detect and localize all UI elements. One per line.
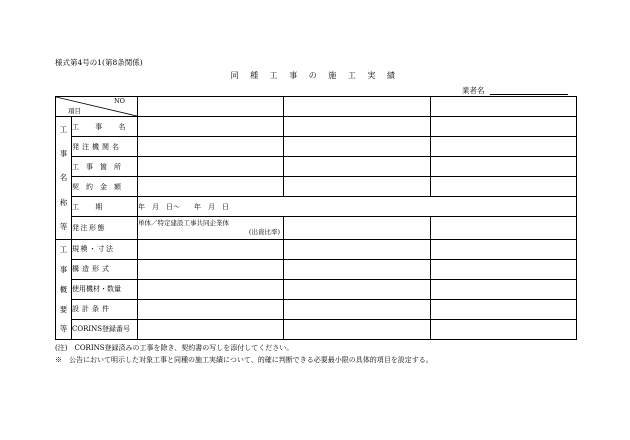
record-3-header[interactable] xyxy=(431,97,577,117)
cell[interactable] xyxy=(138,239,284,259)
cell[interactable] xyxy=(431,137,577,157)
cell[interactable] xyxy=(284,177,431,197)
cell[interactable] xyxy=(138,157,284,177)
company-name-field[interactable] xyxy=(490,94,568,95)
row-client-name: 発注機関名 xyxy=(72,137,138,157)
cell[interactable] xyxy=(431,239,577,259)
cell[interactable] xyxy=(138,299,284,319)
form-number: 様式第4号の1(第8条関係) xyxy=(55,58,143,67)
cell[interactable] xyxy=(138,177,284,197)
group2-char: 等 xyxy=(59,324,68,334)
order-type-cell[interactable] xyxy=(138,217,284,239)
group1-char: 名 xyxy=(59,173,68,183)
cell[interactable] xyxy=(138,137,284,157)
cell[interactable] xyxy=(431,117,577,137)
cell[interactable] xyxy=(138,117,284,137)
company-name-label: 業者名 xyxy=(462,86,485,95)
cell[interactable] xyxy=(284,217,431,239)
group2-char: 工 xyxy=(59,245,68,255)
cell[interactable] xyxy=(284,117,431,137)
row-corins-number: CORINS登録番号 xyxy=(72,319,138,339)
note-contract-copy: (注) CORINS登録済みの工事を除き、契約書の写しを添付してください。 xyxy=(55,344,294,352)
cell[interactable] xyxy=(284,259,431,279)
cell[interactable] xyxy=(284,137,431,157)
header-item: 項目 xyxy=(68,107,81,116)
row-order-type: 発注形態 xyxy=(72,217,138,239)
period-cell[interactable]: 年 月 日～ 年 月 日 xyxy=(138,197,577,217)
cell[interactable] xyxy=(284,157,431,177)
investment-ratio: (出資比率) xyxy=(248,228,280,236)
cell[interactable] xyxy=(138,259,284,279)
row-period: 工 期 xyxy=(72,197,138,217)
header-no: NO xyxy=(113,97,125,105)
record-1-header[interactable] xyxy=(138,97,284,117)
header-diagonal-cell xyxy=(56,97,138,117)
cell[interactable] xyxy=(138,279,284,299)
cell[interactable] xyxy=(138,319,284,339)
cell[interactable] xyxy=(431,259,577,279)
row-equipment-quantity: 使用機材・数量 xyxy=(72,279,138,299)
group2-char: 概 xyxy=(59,284,68,294)
cell[interactable] xyxy=(431,217,577,239)
record-2-header[interactable] xyxy=(284,97,431,117)
cell[interactable] xyxy=(284,239,431,259)
order-type-options: 単体／特定建設工事共同企業体 xyxy=(138,219,229,227)
row-contract-amount: 契約金額 xyxy=(72,177,138,197)
cell[interactable] xyxy=(431,279,577,299)
construction-record-table xyxy=(55,96,577,340)
row-scale-dimensions: 規模・寸法 xyxy=(72,239,138,259)
note-specific-items: ※ 公告において明示した対象工事と同種の施工実績について、的確に判断できる必要最小限の具体的項目を設定する。 xyxy=(55,356,433,364)
group2-char: 要 xyxy=(59,304,68,314)
cell[interactable] xyxy=(431,319,577,339)
row-construction-name: 工 事 名 xyxy=(72,117,138,137)
row-structure-type: 構造形式 xyxy=(72,259,138,279)
group1-char: 等 xyxy=(59,221,68,231)
group-label-summary xyxy=(56,239,72,339)
cell[interactable] xyxy=(284,299,431,319)
group1-char: 称 xyxy=(59,197,68,207)
cell[interactable] xyxy=(284,279,431,299)
cell[interactable] xyxy=(431,157,577,177)
group1-char: 事 xyxy=(59,149,68,159)
cell[interactable] xyxy=(284,319,431,339)
cell[interactable] xyxy=(431,299,577,319)
row-design-conditions: 設計条件 xyxy=(72,299,138,319)
row-location: 工事箇所 xyxy=(72,157,138,177)
document-title: 同 種 工 事 の 施 工 実 績 xyxy=(230,71,400,80)
group1-char: 工 xyxy=(59,124,68,134)
cell[interactable] xyxy=(431,177,577,197)
group-label-name xyxy=(56,117,72,239)
group2-char: 事 xyxy=(59,265,68,275)
